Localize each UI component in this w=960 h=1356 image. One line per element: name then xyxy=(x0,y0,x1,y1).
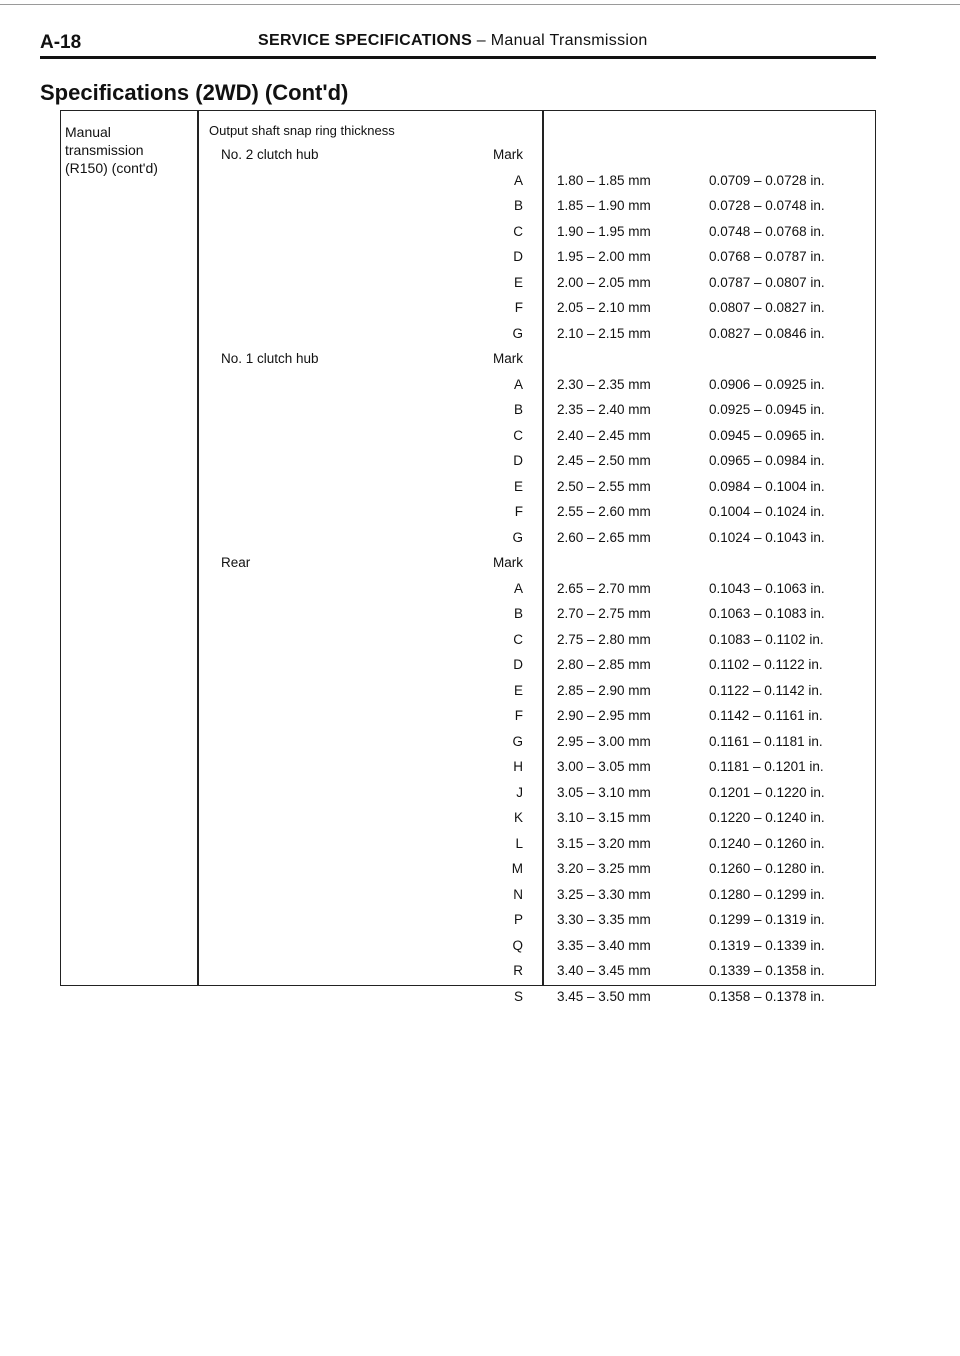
mm-range-cell: 2.40 – 2.45 mm xyxy=(557,427,651,443)
mark-cell: M xyxy=(511,861,523,876)
mm-range-cell: 3.00 – 3.05 mm xyxy=(557,759,651,774)
mark-cell: Mark xyxy=(493,147,523,162)
table-row xyxy=(61,373,875,399)
row-label: Rear xyxy=(221,555,251,570)
table-row xyxy=(61,526,875,552)
inch-range-cell: 0.1240 – 0.1260 in. xyxy=(709,835,825,851)
inch-range-cell: 0.0925 – 0.0945 in. xyxy=(709,402,825,417)
mark-cell: B xyxy=(513,606,523,621)
mark-cell: C xyxy=(513,223,523,239)
table-row xyxy=(61,883,875,909)
mm-range-cell: 2.10 – 2.15 mm xyxy=(557,325,651,341)
table-row xyxy=(61,781,875,807)
mm-range-cell: 3.45 – 3.50 mm xyxy=(557,988,651,1004)
table-row xyxy=(61,551,875,577)
mark-cell: A xyxy=(513,376,523,392)
mark-cell: D xyxy=(513,657,523,672)
inch-range-cell: 0.1280 – 0.1299 in. xyxy=(709,886,825,902)
inch-range-cell: 0.1201 – 0.1220 in. xyxy=(709,784,825,800)
mark-cell: Q xyxy=(512,937,523,953)
mark-cell: P xyxy=(513,912,523,927)
category-line: Manual xyxy=(65,124,111,140)
mark-cell: Mark xyxy=(493,351,523,366)
mark-cell: F xyxy=(514,708,523,723)
mark-cell: C xyxy=(513,631,523,647)
row-label: No. 2 clutch hub xyxy=(221,147,319,162)
mm-range-cell: 2.70 – 2.75 mm xyxy=(557,606,651,621)
mm-range-cell: 2.55 – 2.60 mm xyxy=(557,504,651,519)
table-row xyxy=(61,602,875,628)
table-row xyxy=(61,271,875,297)
header-title-sub: Manual Transmission xyxy=(490,32,648,49)
mark-cell: G xyxy=(512,325,523,341)
section-title: Specifications (2WD) (Cont'd) xyxy=(40,80,349,105)
mm-range-cell: 1.80 – 1.85 mm xyxy=(557,172,651,188)
mark-cell: J xyxy=(516,784,523,800)
inch-range-cell: 0.1299 – 0.1319 in. xyxy=(709,912,825,927)
table-row xyxy=(61,908,875,934)
table-row xyxy=(61,424,875,450)
mm-range-cell: 3.25 – 3.30 mm xyxy=(557,886,651,902)
table-row xyxy=(61,398,875,424)
mark-cell: D xyxy=(513,453,523,468)
mm-range-cell: 3.35 – 3.40 mm xyxy=(557,937,651,953)
table-row xyxy=(61,704,875,730)
inch-range-cell: 0.0728 – 0.0748 in. xyxy=(709,198,825,213)
mm-range-cell: 2.90 – 2.95 mm xyxy=(557,708,651,723)
top-border-line xyxy=(0,4,960,5)
mark-cell: F xyxy=(514,300,523,315)
table-row xyxy=(61,934,875,960)
inch-range-cell: 0.1083 – 0.1102 in. xyxy=(709,631,824,647)
table-row xyxy=(61,577,875,603)
mark-cell: D xyxy=(513,249,523,264)
table-row xyxy=(61,679,875,705)
mm-range-cell: 2.80 – 2.85 mm xyxy=(557,657,651,672)
inch-range-cell: 0.0807 – 0.0827 in. xyxy=(709,300,825,315)
spec-table xyxy=(60,110,876,1004)
mark-cell: E xyxy=(513,682,523,698)
category-line: (R150) (cont'd) xyxy=(65,160,158,176)
inch-range-cell: 0.1024 – 0.1043 in. xyxy=(709,529,825,545)
table-row xyxy=(61,755,875,781)
mark-cell: E xyxy=(513,274,523,290)
table-row xyxy=(61,806,875,832)
inch-range-cell: 0.1220 – 0.1240 in. xyxy=(709,810,825,825)
table-row xyxy=(61,194,875,220)
inch-range-cell: 0.1004 – 0.1024 in. xyxy=(709,504,825,519)
table-row xyxy=(61,296,875,322)
mm-range-cell: 2.50 – 2.55 mm xyxy=(557,478,651,494)
table-row xyxy=(61,653,875,679)
mark-cell: A xyxy=(513,172,523,188)
table-row xyxy=(61,169,875,195)
table-row xyxy=(61,143,875,169)
mark-cell: R xyxy=(513,963,523,978)
mark-cell: A xyxy=(513,580,523,596)
inch-range-cell: 0.1043 – 0.1063 in. xyxy=(709,580,825,596)
table-row xyxy=(61,832,875,858)
inch-range-cell: 0.0748 – 0.0768 in. xyxy=(709,223,825,239)
mark-cell: H xyxy=(513,759,523,774)
mark-cell: N xyxy=(513,886,523,902)
inch-range-cell: 0.0984 – 0.1004 in. xyxy=(709,478,825,494)
inch-range-cell: 0.0768 – 0.0787 in. xyxy=(709,249,825,264)
mm-range-cell: 2.35 – 2.40 mm xyxy=(557,402,651,417)
header-title-separator: – xyxy=(472,32,491,49)
mm-range-cell: 2.05 – 2.10 mm xyxy=(557,300,651,315)
inch-range-cell: 0.1161 – 0.1181 in. xyxy=(709,733,823,749)
inch-range-cell: 0.0965 – 0.0984 in. xyxy=(709,453,825,468)
page-number: A-18 xyxy=(40,32,82,53)
mark-cell: K xyxy=(513,810,523,825)
inch-range-cell: 0.0709 – 0.0728 in. xyxy=(709,172,825,188)
table-row xyxy=(61,245,875,271)
header-title-main: SERVICE SPECIFICATIONS xyxy=(258,32,473,49)
mark-cell: Mark xyxy=(493,555,523,570)
mm-range-cell: 1.90 – 1.95 mm xyxy=(557,223,651,239)
page-header-title xyxy=(258,32,648,50)
mm-range-cell: 2.60 – 2.65 mm xyxy=(557,529,651,545)
inch-range-cell: 0.1319 – 0.1339 in. xyxy=(709,937,825,953)
inch-range-cell: 0.1181 – 0.1201 in. xyxy=(709,759,824,774)
inch-range-cell: 0.1260 – 0.1280 in. xyxy=(709,861,825,876)
inch-range-cell: 0.1063 – 0.1083 in. xyxy=(709,606,825,621)
table-row xyxy=(61,857,875,883)
mm-range-cell: 2.75 – 2.80 mm xyxy=(557,631,651,647)
mm-range-cell: 2.65 – 2.70 mm xyxy=(557,580,651,596)
table-row xyxy=(61,449,875,475)
table-row xyxy=(61,730,875,756)
inch-range-cell: 0.0945 – 0.0965 in. xyxy=(709,427,825,443)
table-row xyxy=(61,322,875,348)
mm-range-cell: 1.85 – 1.90 mm xyxy=(557,198,651,213)
mm-range-cell: 2.85 – 2.90 mm xyxy=(557,682,651,698)
mark-cell: G xyxy=(512,733,523,749)
mm-range-cell: 3.20 – 3.25 mm xyxy=(557,861,651,876)
mm-range-cell: 3.10 – 3.15 mm xyxy=(557,810,651,825)
mark-cell: S xyxy=(513,988,523,1004)
mm-range-cell: 2.95 – 3.00 mm xyxy=(557,733,651,749)
mm-range-cell: 3.30 – 3.35 mm xyxy=(557,912,651,927)
mark-cell: B xyxy=(513,198,523,213)
inch-range-cell: 0.0906 – 0.0925 in. xyxy=(709,376,825,392)
mark-cell: E xyxy=(513,478,523,494)
mm-range-cell: 2.00 – 2.05 mm xyxy=(557,274,651,290)
mark-cell: B xyxy=(513,402,523,417)
mm-range-cell: 3.05 – 3.10 mm xyxy=(557,784,651,800)
category-line: transmission xyxy=(65,142,144,158)
spec-rows xyxy=(61,143,875,1010)
table-row xyxy=(61,475,875,501)
inch-range-cell: 0.1142 – 0.1161 in. xyxy=(709,708,823,723)
inch-range-cell: 0.1122 – 0.1142 in. xyxy=(709,682,823,698)
table-row xyxy=(61,959,875,985)
inch-range-cell: 0.1102 – 0.1122 in. xyxy=(709,657,823,672)
mm-range-cell: 2.30 – 2.35 mm xyxy=(557,376,651,392)
table-row xyxy=(61,628,875,654)
inch-range-cell: 0.1339 – 0.1358 in. xyxy=(709,963,825,978)
table-row xyxy=(61,985,875,1011)
table-row xyxy=(61,220,875,246)
mm-range-cell: 3.40 – 3.45 mm xyxy=(557,963,651,978)
inch-range-cell: 0.1358 – 0.1378 in. xyxy=(709,988,825,1004)
item-title: Output shaft snap ring thickness xyxy=(209,123,395,138)
mm-range-cell: 1.95 – 2.00 mm xyxy=(557,249,651,264)
inch-range-cell: 0.0787 – 0.0807 in. xyxy=(709,274,825,290)
header-rule xyxy=(40,56,876,59)
mark-cell: G xyxy=(512,529,523,545)
mark-cell: L xyxy=(515,835,523,851)
mark-cell: C xyxy=(513,427,523,443)
table-row xyxy=(61,347,875,373)
table-row xyxy=(61,500,875,526)
mm-range-cell: 2.45 – 2.50 mm xyxy=(557,453,651,468)
mm-range-cell: 3.15 – 3.20 mm xyxy=(557,835,651,851)
row-label: No. 1 clutch hub xyxy=(221,351,319,366)
mark-cell: F xyxy=(514,504,523,519)
inch-range-cell: 0.0827 – 0.0846 in. xyxy=(709,325,825,341)
